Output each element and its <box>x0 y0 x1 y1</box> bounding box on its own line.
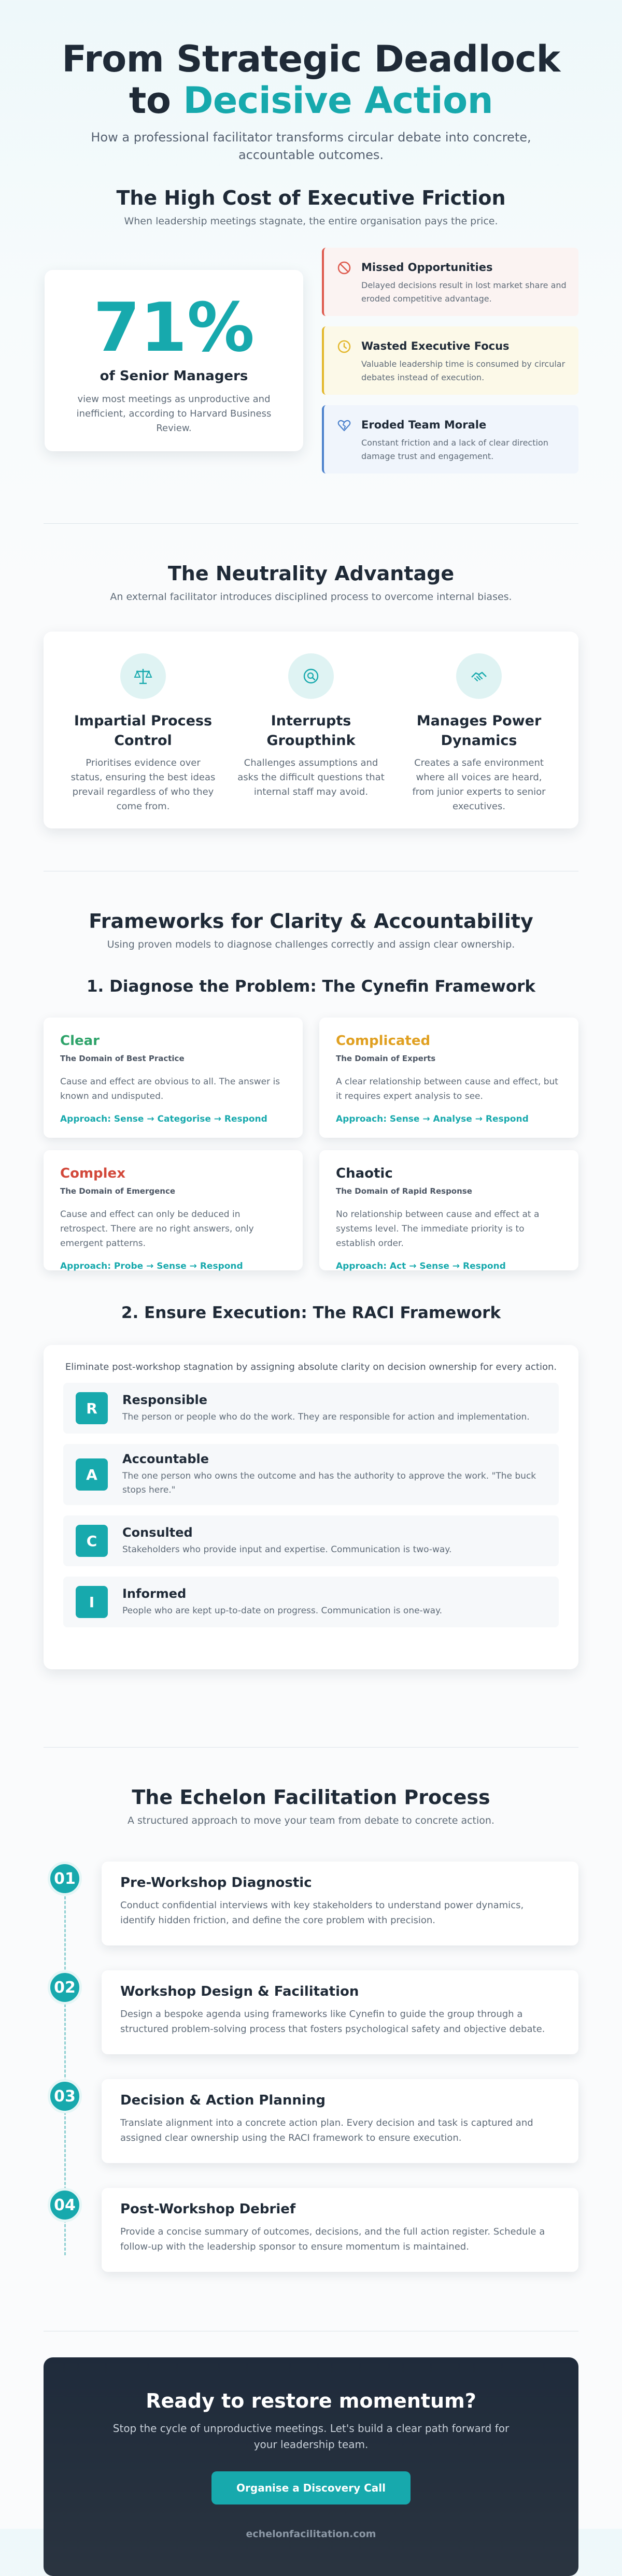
cynefin-card-clear <box>44 1018 303 1138</box>
cost-item-missed-opportunities <box>322 248 578 316</box>
step-text: Design a bespoke agenda using frameworks like Cynefin to guide the group through a structured problem-solving process that fosters psychological safety and objective debate. <box>120 2009 545 2035</box>
cost-item-text: Delayed decisions result in lost market share and eroded competitive advantage. <box>361 280 567 304</box>
cynefin-card-text: No relationship between cause and effect at a systems level. The immediate priority is to establish order. <box>336 1209 540 1249</box>
cost-list <box>322 248 578 474</box>
raci-badge: R <box>76 1392 108 1424</box>
cost-item-wasted-focus <box>322 326 578 395</box>
step-card <box>102 1970 578 2054</box>
neutrality-subtitle: An external facilitator introduces disciplined process to overcome internal biases. <box>110 591 512 603</box>
hero-section <box>0 0 622 187</box>
hero-title-line1: From Strategic Deadlock <box>62 38 560 80</box>
raci-row-text: The person or people who do the work. They are responsible for action and implementation. <box>122 1411 530 1422</box>
neutrality-item-groupthink <box>227 653 395 828</box>
cynefin-card-domain: The Domain of Best Practice <box>60 1054 185 1063</box>
cta-text: Stop the cycle of unproductive meetings. Let's build a clear path forward for your leadership team. <box>112 2422 510 2451</box>
discovery-call-button[interactable]: Organise a Discovery Call <box>211 2471 411 2505</box>
stat-description: view most meetings as unproductive and inefficient, according to Harvard Business Review. <box>76 394 272 434</box>
cynefin-card-name: Chaotic <box>336 1166 393 1181</box>
raci-row-accountable <box>63 1444 559 1505</box>
hero-title-prefix: to <box>129 79 171 122</box>
stat-label: of Senior Managers <box>100 368 248 384</box>
neutrality-card <box>44 632 578 828</box>
step-text: Provide a concise summary of outcomes, decisions, and the full action register. Schedule a follow-up with the leadership sponsor to ensure momentum is maintained. <box>120 2226 545 2252</box>
step-title: Pre-Workshop Diagnostic <box>120 1875 312 1891</box>
step-card <box>102 2188 578 2272</box>
raci-row-informed <box>63 1577 559 1627</box>
process-section <box>44 1748 578 2331</box>
frameworks-section <box>44 871 578 1747</box>
hero-title <box>0 38 622 121</box>
handshake-icon <box>456 653 502 699</box>
process-title: The Echelon Facilitation Process <box>132 1786 490 1809</box>
step-number: 03 <box>48 2079 82 2113</box>
raci-badge: I <box>76 1586 108 1618</box>
frameworks-subtitle: Using proven models to diagnose challenges correctly and assign clear ownership. <box>107 939 515 950</box>
cost-item-title: Wasted Executive Focus <box>361 340 510 352</box>
step-card <box>102 1862 578 1945</box>
stat-card <box>45 270 303 451</box>
neutrality-item-title: Interrupts Groupthink <box>266 713 356 749</box>
cynefin-card-text: Cause and effect are obvious to all. The answer is known and undisputed. <box>60 1077 280 1101</box>
cynefin-card-approach: Approach: Sense → Categorise → Respond <box>60 1114 267 1124</box>
raci-intro: Eliminate post-workshop stagnation by assigning absolute clarity on decision ownership for every action. <box>65 1362 557 1372</box>
neutrality-item-title: Manages Power Dynamics <box>416 713 542 749</box>
cynefin-card-approach: Approach: Probe → Sense → Respond <box>60 1261 243 1271</box>
raci-row-text: People who are kept up-to-date on progress. Communication is one-way. <box>122 1605 443 1616</box>
raci-row-title: Accountable <box>122 1452 209 1466</box>
cta-title: Ready to restore momentum? <box>146 2389 476 2412</box>
broken-heart-icon <box>336 418 352 433</box>
step-text: Conduct confidential interviews with key stakeholders to understand power dynamics, identify hidden friction, and define the core problem with precision. <box>120 1900 524 1926</box>
raci-row-responsible <box>63 1383 559 1434</box>
step-title: Post-Workshop Debrief <box>120 2201 296 2217</box>
raci-row-text: Stakeholders who provide input and expertise. Communication is two-way. <box>122 1544 452 1555</box>
cynefin-card-complicated <box>319 1018 578 1138</box>
website-link[interactable]: echelonfacilitation.com <box>246 2528 376 2540</box>
cynefin-card-name: Complicated <box>336 1033 431 1049</box>
raci-badge: A <box>76 1458 108 1491</box>
cynefin-card-approach: Approach: Sense → Analyse → Respond <box>336 1114 529 1124</box>
neutrality-title: The Neutrality Advantage <box>167 562 455 585</box>
process-step <box>44 2079 578 2163</box>
cost-title: The High Cost of Executive Friction <box>116 187 506 209</box>
neutrality-item-impartial <box>59 653 227 828</box>
cynefin-card-text: Cause and effect can only be deduced in retrospect. There are no right answers, only emergent patterns. <box>60 1209 254 1249</box>
process-subtitle: A structured approach to move your team from debate to concrete action. <box>128 1815 494 1826</box>
step-title: Decision & Action Planning <box>120 2093 326 2108</box>
cynefin-card-domain: The Domain of Experts <box>336 1054 436 1063</box>
hero-title-accent: Decisive Action <box>183 79 493 122</box>
raci-row-text: The one person who owns the outcome and has the authority to approve the work. "The buck stops here." <box>122 1471 536 1495</box>
cost-subtitle: When leadership meetings stagnate, the entire organisation pays the price. <box>124 216 498 227</box>
cynefin-card-chaotic <box>319 1150 578 1270</box>
cynefin-card-text: A clear relationship between cause and effect, but it requires expert analysis to see. <box>336 1077 558 1101</box>
raci-row-title: Informed <box>122 1586 187 1601</box>
cost-item-text: Valuable leadership time is consumed by circular debates instead of execution. <box>361 359 566 382</box>
raci-row-title: Consulted <box>122 1525 193 1540</box>
process-timeline <box>44 1862 578 2272</box>
scales-icon <box>120 653 166 699</box>
neutrality-item-text: Creates a safe environment where all voices are heard, from junior experts to senior executives. <box>412 757 546 812</box>
step-number: 04 <box>48 2188 82 2222</box>
step-title: Workshop Design & Facilitation <box>120 1984 359 1999</box>
raci-row-consulted <box>63 1515 559 1566</box>
process-step <box>44 2188 578 2272</box>
cynefin-card-complex <box>44 1150 303 1270</box>
clock-icon <box>336 339 352 354</box>
cynefin-title: 1. Diagnose the Problem: The Cynefin Framework <box>86 977 536 996</box>
ban-icon <box>336 260 352 276</box>
cost-item-title: Missed Opportunities <box>361 261 493 274</box>
neutrality-section <box>44 524 578 871</box>
hero-subtitle: How a professional facilitator transforms circular debate into concrete, accountable outcomes. <box>91 130 531 162</box>
cost-item-team-morale <box>322 405 578 474</box>
step-number: 02 <box>48 1970 82 2005</box>
stat-value: 71% <box>93 288 255 367</box>
raci-row-title: Responsible <box>122 1392 207 1407</box>
step-number: 01 <box>48 1862 82 1896</box>
cynefin-card-domain: The Domain of Rapid Response <box>336 1186 472 1196</box>
raci-title: 2. Ensure Execution: The RACI Framework <box>121 1304 501 1322</box>
step-card <box>102 2079 578 2163</box>
step-text: Translate alignment into a concrete action plan. Every decision and task is captured and assigned clear ownership using the RACI framework to ensure execution. <box>120 2117 533 2143</box>
cost-item-title: Eroded Team Morale <box>361 419 487 431</box>
neutrality-item-title: Impartial Process Control <box>74 713 213 749</box>
raci-badge: C <box>76 1525 108 1557</box>
neutrality-item-text: Challenges assumptions and asks the difficult questions that internal staff may avoid. <box>237 757 385 797</box>
cynefin-card-name: Clear <box>60 1033 100 1049</box>
cynefin-card-approach: Approach: Act → Sense → Respond <box>336 1261 506 1271</box>
raci-card <box>44 1345 578 1669</box>
cost-section <box>44 187 578 523</box>
cynefin-card-domain: The Domain of Emergence <box>60 1186 176 1196</box>
frameworks-title: Frameworks for Clarity & Accountability <box>89 910 533 933</box>
search-icon <box>288 653 334 699</box>
cynefin-card-name: Complex <box>60 1166 125 1181</box>
process-step <box>44 1970 578 2054</box>
cost-item-text: Constant friction and a lack of clear direction damage trust and engagement. <box>361 438 548 461</box>
process-step <box>44 1862 578 1945</box>
cta-section <box>44 2331 578 2576</box>
neutrality-item-power <box>395 653 563 828</box>
neutrality-item-text: Prioritises evidence over status, ensuring the best ideas prevail regardless of who they come from. <box>70 757 216 812</box>
cta-card <box>44 2357 578 2576</box>
cynefin-grid <box>44 1018 578 1270</box>
